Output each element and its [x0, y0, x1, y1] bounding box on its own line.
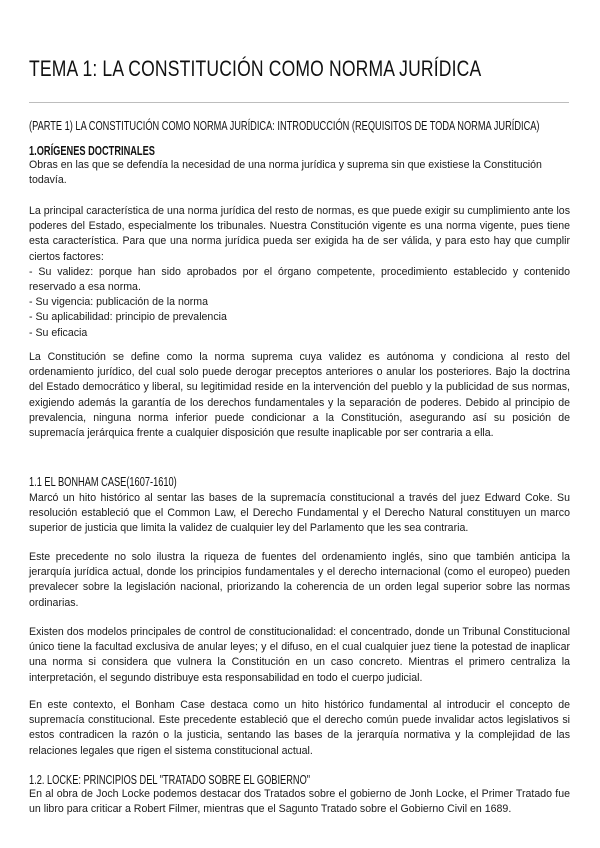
paragraph-origenes: Obras en las que se defendía la necesidad de una norma jurídica y suprema sin que existiese la Constitución todavía.: [29, 159, 542, 187]
section-heading-origenes: 1.ORÍGENES DOCTRINALES: [29, 144, 155, 158]
section-heading-locke: 1.2. LOCKE: PRINCIPIOS DEL "TRATADO SOBRE EL GOBIERNO": [29, 773, 311, 787]
list-item-aplicabilidad: - Su aplicabilidad: principio de prevalencia: [29, 311, 227, 324]
paragraph-constitucion: La Constitución se define como la norma suprema cuya validez es autónoma y condiciona al resto del ordenamiento jurídico, del cual solo puede derogar preceptos anteriores o anular los posteriores. Bajo la doctrina del Estado democrático y liberal, su legitimidad reside en la intervención del pueblo y la publicidad de sus normas, exigiendo además la garantía de los derechos fundamentales y la separación de poderes. Debido al principio de prevalencia, ninguna norma inferior puede condicionar a la Constitución, asegurando así su posición de supremacía jerárquica frente a cualquier disposición que resulte inaplicable por ser contraria a ella.: [29, 351, 570, 440]
paragraph-contexto: En este contexto, el Bonham Case destaca como un hito histórico fundamental al introducir el concepto de supremacía constitucional. Este precedente estableció que el derecho común puede invalidar actos legislativos si estos contradicen la razón o la justicia, sentando las bases de la jerarquía normativa y la complejidad de las relaciones legales que rigen el sistema constitucional actual.: [29, 699, 570, 757]
section-heading-bonham: 1.1 EL BONHAM CASE(1607-1610): [29, 475, 177, 489]
paragraph-precedente: Este precedente no solo ilustra la riqueza de fuentes del ordenamiento inglés, sino que también anticipa la jerarquía jurídica actual, donde los principios fundamentales y el derecho internacional (como el europeo) pueden prevalecer sobre la legislación nacional, priorizando la coherencia de un orden legal superior sobre las normas ordinarias.: [29, 551, 570, 609]
list-item-validez: - Su validez: porque han sido aprobados por el órgano competente, procedimiento establecido y contenido reservado a esa norma.: [29, 265, 570, 294]
paragraph-modelos-control: Existen dos modelos principales de control de constitucionalidad: el concentrado, donde un Tribunal Constitucional único tiene la facultad exclusiva de anular leyes; y el difuso, en el cual cualquier juez tiene la potestad de inaplicar una norma si considera que vulnera la Constitución en un caso concreto. Mientras el primero centraliza la interpretación, el segundo distribuye esta responsabilidad en todo el cuerpo judicial.: [29, 626, 570, 684]
caracteristica-intro: La principal característica de una norma jurídica del resto de normas, es que puede exigir su cumplimiento ante los poderes del Estado, especialmente los tribunales. Nuestra Constitución vigente es una norma vigente, pues tiene esta característica. Para que una norma jurídica pueda ser exigida ha de ser válida, y para esto hay que cumplir ciertos factores:: [29, 205, 570, 263]
paragraph-locke: En al obra de Joch Locke podemos destacar dos Tratados sobre el gobierno de Jonh Locke, el Primer Tratado fue un libro para criticar a Robert Filmer, mientras que el Sagunto Tratado sobre el Gobierno Civil en 1689.: [29, 788, 570, 816]
paragraph-bonham-coke: Marcó un hito histórico al sentar las bases de la supremacía constitucional a través del juez Edward Coke. Su resolución estableció que el Common Law, el Derecho Fundamental y el Derecho Natural constituyen un marco superior de justicia que limita la validez de cualquier ley del Parlamento que les sea contraria.: [29, 492, 570, 535]
part-heading: (PARTE 1) LA CONSTITUCIÓN COMO NORMA JURÍDICA: INTRODUCCIÓN (REQUISITOS DE TODA NORMA JURÍDICA): [29, 119, 540, 133]
document-title: TEMA 1: LA CONSTITUCIÓN COMO NORMA JURÍDICA: [29, 56, 482, 81]
paragraph-caracteristica: [29, 204, 570, 341]
title-divider: [29, 102, 569, 103]
list-item-eficacia: - Su eficacia: [29, 326, 88, 339]
list-item-vigencia: - Su vigencia: publicación de la norma: [29, 296, 209, 309]
